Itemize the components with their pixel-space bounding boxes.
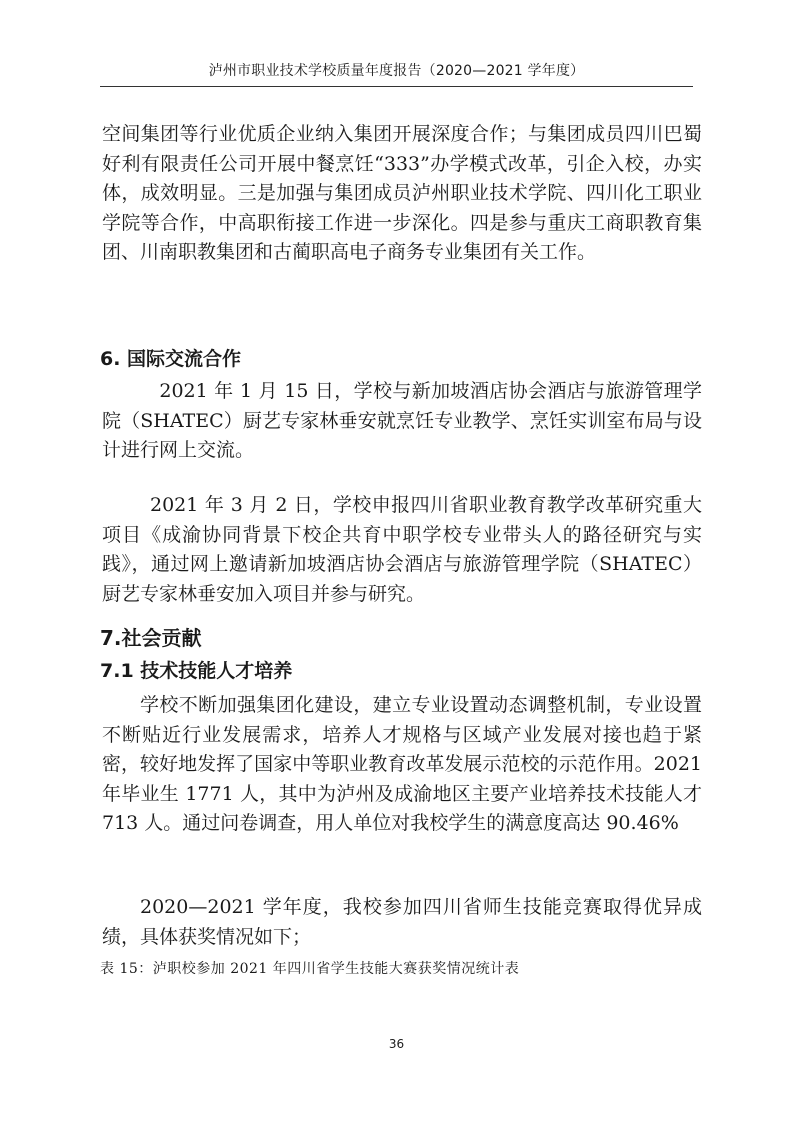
running-header: 泸州市职业技术学校质量年度报告（2020—2021 学年度）	[208, 63, 585, 79]
paragraph-collaboration-continued: 空间集团等行业优质企业纳入集团开展深度合作；与集团成员四川巴蜀好利有限责任公司开展中餐烹饪“333”办学模式改革，引企入校，办实体，成效明显。三是加强与集团成员泸州职业技术学院、四川化工职业学院等合作，中高职衔接工作进一步深化。四是参与重庆工商职教育集团、川南职教集团和古蔺职高电子商务专业集团有关工作。	[102, 123, 702, 263]
paragraph-online-exchange: 2021 年 1 月 15 日，学校与新加坡酒店协会酒店与旅游管理学院（SHATEC）厨艺专家林垂安就烹饪专业教学、烹饪实训室布局与设计进行网上交流。	[102, 380, 702, 461]
paragraph-research-project: 2021 年 3 月 2 日，学校申报四川省职业教育教学改革研究重大项目《成渝协同背景下校企共育中职学校专业带头人的路径研究与实践》，通过网上邀请新加坡酒店协会酒店与旅游管理学院（SHATEC）厨艺专家林垂安加入项目并参与研究。	[102, 494, 702, 605]
header-divider	[100, 86, 693, 87]
section-heading-international-exchange: 6. 国际交流合作	[100, 348, 242, 370]
subsection-heading-talent-training: 7.1 技术技能人才培养	[100, 660, 293, 682]
paragraph-talent-training: 学校不断加强集团化建设，建立专业设置动态调整机制，专业设置不断贴近行业发展需求，培养人才规格与区域产业发展对接也趋于紧密，较好地发挥了国家中等职业教育改革发展示范校的示范作用。2021 年毕业生 1771 人，其中为泸州及成渝地区主要产业培养技术技能人才 713 人。通过问卷调查，用人单位对我校学生的满意度高达 90.46%	[102, 694, 702, 834]
table-caption: 表 15：泸职校参加 2021 年四川省学生技能大赛获奖情况统计表	[100, 961, 520, 977]
section-heading-social-contribution: 7.社会贡献	[100, 626, 202, 650]
page-number: 36	[388, 1037, 405, 1051]
paragraph-competition-results: 2020—2021 学年度，我校参加四川省师生技能竞赛取得优异成绩，具体获奖情况如下；	[102, 896, 702, 948]
